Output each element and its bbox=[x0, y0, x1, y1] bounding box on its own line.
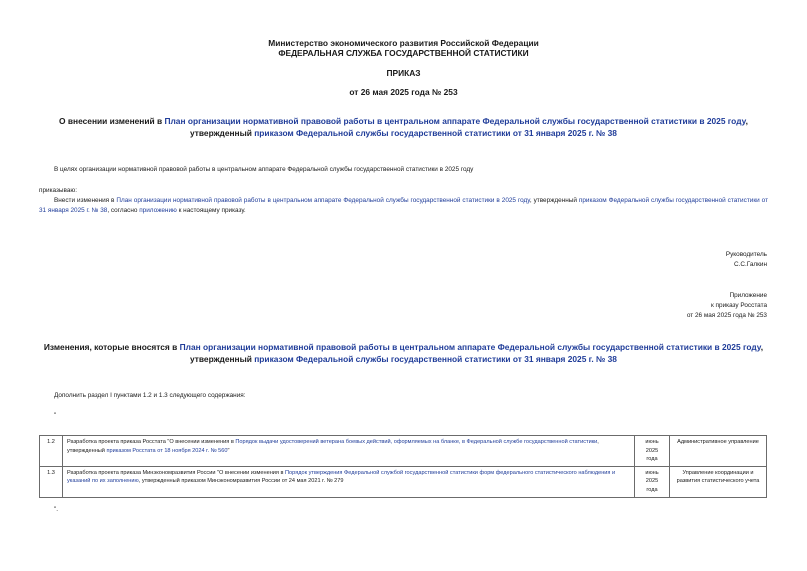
row-text bbox=[63, 466, 635, 497]
p1-suffix: к настоящему приказу. bbox=[176, 207, 246, 214]
deadline-year: 2025 bbox=[645, 447, 659, 454]
appendix-title-plan-link[interactable]: План организации нормативной правовой работы в центральном аппарате Федеральной службы государственной статистики в 2025 году bbox=[179, 342, 761, 352]
quote-close: ". bbox=[54, 506, 59, 513]
row-link-procedure[interactable]: Порядок выдачи удостоверений ветерана боевых действий, оформляемых на бланке, в Федеральной службе государственной статистики bbox=[235, 439, 598, 445]
row-text-middle: , утвержденный bbox=[67, 439, 599, 454]
title-plan-link[interactable]: План организации нормативной правовой работы в центральном аппарате Федеральной службы государственной статистики в 2025 году bbox=[164, 116, 746, 126]
deadline-month: июнь bbox=[645, 469, 659, 476]
appendix-title bbox=[40, 341, 767, 365]
row-text-middle: , утвержденный приказом Минэкономразвития России от 24 мая 2021 г. № 279 bbox=[138, 478, 344, 485]
appendix-reference bbox=[687, 291, 767, 321]
deadline-year: 2025 bbox=[645, 478, 659, 485]
p1-middle: , утвержденный bbox=[529, 197, 579, 204]
row-text bbox=[63, 436, 635, 467]
quote-open: " bbox=[54, 412, 57, 419]
table-row bbox=[40, 436, 767, 467]
title-middle: , утвержденный bbox=[190, 116, 748, 138]
row-executor: Управление координации и развития статистического учета bbox=[670, 466, 767, 497]
doc-date: от 26 мая 2025 года № 253 bbox=[349, 87, 458, 97]
row-link-order[interactable]: приказом Росстата от 18 ноября 2024 г. № 560 bbox=[106, 447, 228, 454]
ministry-name: Министерство экономического развития Российской Федерации bbox=[268, 38, 539, 48]
title-prefix: О внесении изменений в bbox=[59, 116, 165, 126]
row-executor: Административное управление bbox=[670, 436, 767, 467]
table-row bbox=[40, 466, 767, 497]
appendix-title-order-link[interactable]: приказом Федеральной службы государственной статистики от 31 января 2025 г. № 38 bbox=[254, 354, 617, 364]
deadline-month: июнь bbox=[645, 439, 659, 445]
title-order-link[interactable]: приказом Федеральной службы государственной статистики от 31 января 2025 г. № 38 bbox=[254, 128, 617, 138]
signature-name: С.С.Галкин bbox=[733, 261, 767, 268]
row-deadline bbox=[635, 436, 670, 467]
row-number: 1.2 bbox=[40, 436, 63, 467]
deadline-word: года bbox=[646, 486, 658, 493]
p1-plan-link[interactable]: План организации нормативной правовой работы в центральном аппарате Федеральной службы государственной статистики в 2025 году bbox=[116, 197, 530, 204]
appendix-ref-line1: Приложение bbox=[729, 292, 767, 299]
p1-middle2: , согласно bbox=[107, 207, 140, 214]
order-word: приказываю: bbox=[39, 187, 77, 194]
appendix-intro: Дополнить раздел I пунктами 1.2 и 1.3 следующего содержания: bbox=[54, 392, 246, 399]
row-text-suffix: " bbox=[227, 447, 230, 454]
appendix-title-middle: , утвержденный bbox=[190, 342, 764, 364]
order-paragraph bbox=[39, 196, 768, 216]
row-text-prefix: Разработка проекта приказа Росстата "О внесении изменения в bbox=[67, 439, 236, 445]
preamble: В целях организации нормативной правовой работы в центральном аппарате Федеральной службы государственной статистики в 2025 году bbox=[54, 166, 474, 173]
row-text-prefix: Разработка проекта приказа Минэкономразвития России "О внесении изменения в bbox=[67, 469, 286, 476]
p1-prefix: Внести изменения в bbox=[54, 197, 117, 204]
row-link-procedure[interactable]: Порядок утверждения Федеральной службой государственной статистики форм федерального статистического наблюдения и указаний по их заполнению bbox=[67, 469, 616, 485]
service-name: ФЕДЕРАЛЬНАЯ СЛУЖБА ГОСУДАРСТВЕННОЙ СТАТИСТИКИ bbox=[278, 48, 529, 58]
signature-block bbox=[726, 250, 767, 270]
document-title bbox=[30, 115, 777, 139]
row-number: 1.3 bbox=[40, 466, 63, 497]
p1-order-link[interactable]: приказом Федеральной службы государственной статистики от 31 января 2025 г. № 38 bbox=[39, 197, 768, 214]
p1-appendix-link[interactable]: приложению bbox=[139, 207, 177, 214]
changes-table bbox=[39, 435, 767, 498]
appendix-ref-line3: от 26 мая 2025 года № 253 bbox=[686, 312, 767, 319]
doc-type: ПРИКАЗ bbox=[386, 68, 421, 78]
signature-position: Руководитель bbox=[725, 251, 767, 258]
appendix-title-prefix: Изменения, которые вносятся в bbox=[43, 342, 180, 352]
deadline-word: года bbox=[646, 456, 658, 463]
appendix-ref-line2: к приказу Росстата bbox=[710, 302, 767, 309]
row-deadline bbox=[635, 466, 670, 497]
